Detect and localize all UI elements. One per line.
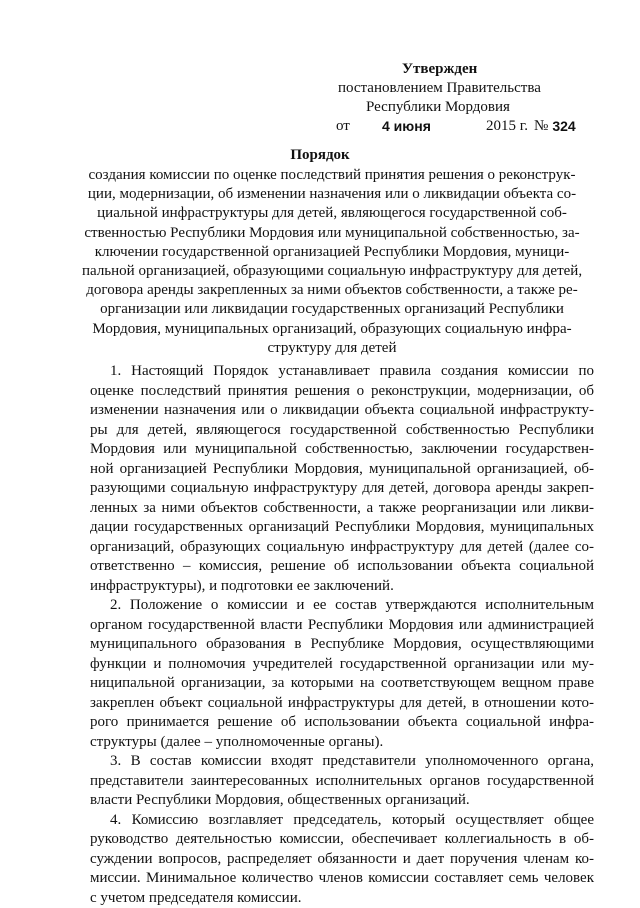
subtitle-line: организации или ликвидации государственных организаций Республики [82,300,582,319]
approval-year: 2015 г. [468,117,528,136]
paragraph [90,752,594,811]
paragraph-line: дации государственных организаций Республики Мордовия, муниципальных [90,518,594,538]
paragraph-line: 2. Положение о комиссии и ее состав утверждаются исполнительным [90,596,594,616]
approval-title: Утвержден [332,60,592,79]
paragraph-line: Мордовия или муниципальной собственностью, заключении государствен- [90,440,594,460]
approval-line-2: Республики Мордовия [332,98,592,117]
paragraph [90,811,594,908]
approval-line-1: постановлением Правительства [332,79,592,98]
paragraph-line: рого принимается решение об использовании объекта социальной инфра- [90,713,594,733]
paragraph-line: 3. В состав комиссии входят представители уполномоченного органа, [90,752,594,772]
document-body [90,362,594,908]
paragraph-line: функции и полномочия учредителей государственной организации или му- [90,655,594,675]
subtitle-line: создания комиссии по оценке последствий принятия решения о реконструк- [82,166,582,185]
paragraph-line: 1. Настоящий Порядок устанавливает правила создания комиссии по [90,362,594,382]
paragraph-line: руководство деятельностью комиссии, обеспечивает коллегиальность в об- [90,830,594,850]
paragraph-line: закреплен объект социальной инфраструктуры для детей, в отношении кото- [90,694,594,714]
paragraph-line: муниципального образования в Республике Мордовия, осуществляющими [90,635,594,655]
paragraph-line: оценке последствий принятия решения о реконструкции, модернизации, об [90,382,594,402]
document-subtitle [82,166,582,358]
paragraph [90,362,594,596]
subtitle-line: структуру для детей [82,339,582,358]
subtitle-line: ции, модернизации, об изменении назначения или о ликвидации объекта со- [82,185,582,204]
approval-from: от [332,117,382,136]
paragraph-line: 4. Комиссию возглавляет председатель, который осуществляет общее [90,811,594,831]
paragraph-line: представители заинтересованных исполнительных органов государственной [90,772,594,792]
paragraph-line: организаций, образующих социальную инфраструктуру для детей (далее со- [90,538,594,558]
subtitle-line: ственностью Республики Мордовия или муниципальной собственностью, за- [82,224,582,243]
paragraph-line: власти Республики Мордовия, общественных организаций. [90,791,594,811]
paragraph-line: ответственно – комиссия, решение об использовании объекта социальной [90,557,594,577]
subtitle-line: циальной инфраструктуры для детей, являющегося государственной соб- [82,204,582,223]
approval-date: 4 июня [382,117,468,136]
paragraph-line: инфраструктуры), и подготовки ее заключений. [90,577,594,597]
paragraph-line: разующими социальную инфраструктуру для детей, договора аренды закреп- [90,479,594,499]
paragraph-line: структуры (далее – уполномоченные органы). [90,733,594,753]
subtitle-line: Мордовия, муниципальных организаций, образующих социальную инфра- [82,320,582,339]
document-title: Порядок [0,147,640,164]
paragraph-line: ной организацией Республики Мордовия, муниципальной организацией, об- [90,460,594,480]
paragraph-line: с учетом председателя комиссии. [90,889,594,908]
approval-number-sign: № [528,117,548,136]
paragraph [90,596,594,752]
paragraph-line: суждении вопросов, распределяет обязанности и дает поручения членам ко- [90,850,594,870]
paragraph-line: изменении назначения или о ликвидации объекта социальной инфраструкту- [90,401,594,421]
subtitle-line: ключении государственной организацией Республики Мордовия, муници- [82,243,582,262]
paragraph-line: ниципальной организации, за которыми на соответствующем вещном праве [90,674,594,694]
paragraph-line: органом государственной власти Республики Мордовия или администрацией [90,616,594,636]
subtitle-line: пальной организацией, образующими социальную инфраструктуру для детей, [82,262,582,281]
paragraph-line: ры для детей, являющегося государственной собственностью Республики [90,421,594,441]
approval-date-line [332,117,592,136]
paragraph-line: ленных за ними объектов собственности, а также реорганизации или ликви- [90,499,594,519]
approval-stamp [332,60,592,136]
approval-number: 324 [548,117,575,136]
paragraph-line: миссии. Минимальное количество членов комиссии составляет семь человек [90,869,594,889]
subtitle-line: договора аренды закрепленных за ними объектов собственности, а также ре- [82,281,582,300]
